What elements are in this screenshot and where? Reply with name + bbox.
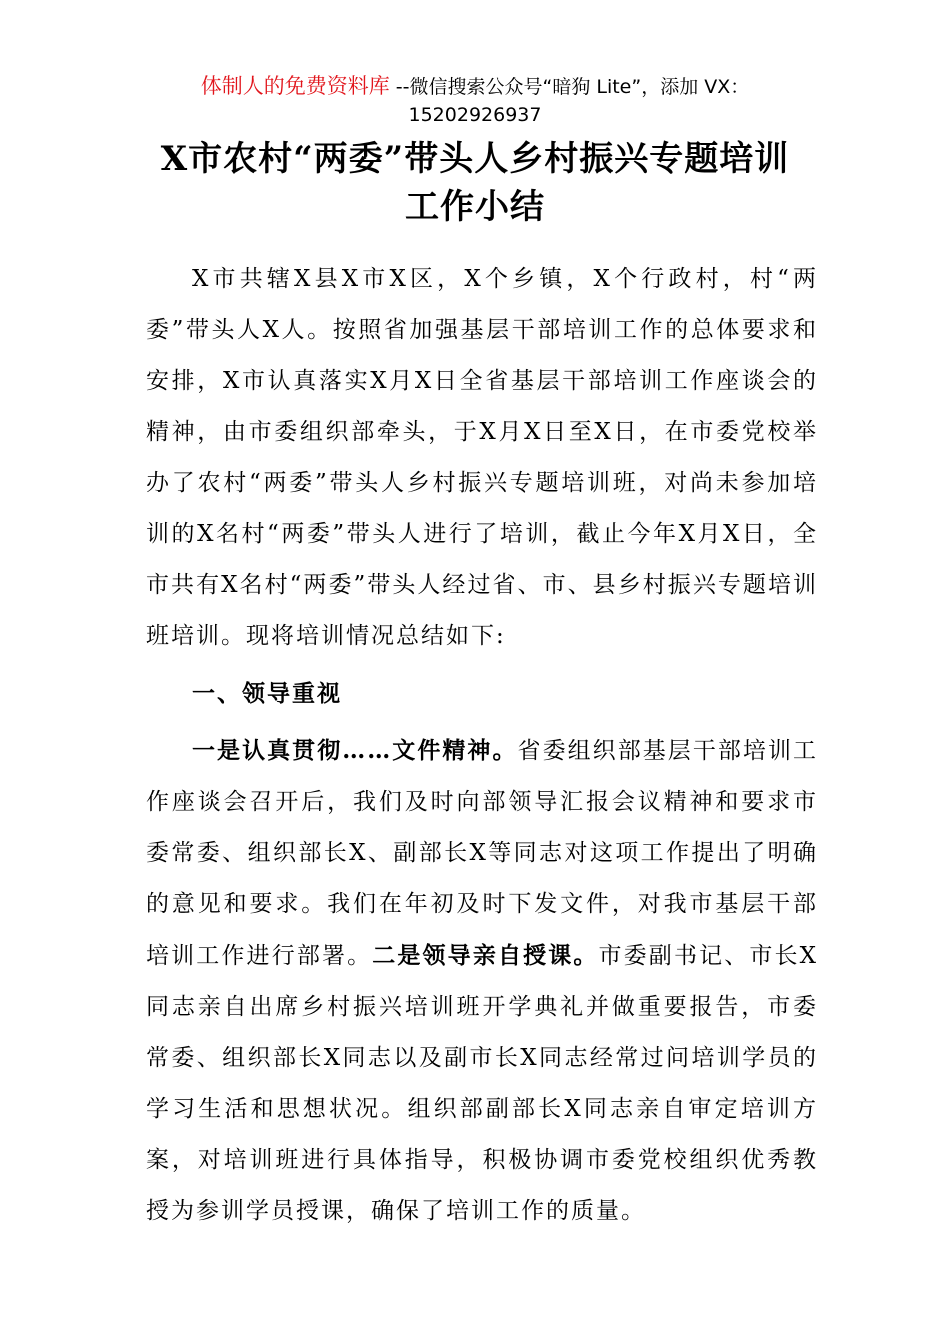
section-paragraph <box>146 725 818 1237</box>
point-2-text: 市委副书记、市长X同志亲自出席乡村振兴培训班开学典礼并做重要报告，市委常委、组织部长X同志以及副市长X同志经常过问培训学员的学习生活和思想状况。组织部副部长X同志亲自审定培训方案，对培训班进行具体指导，积极协调市委党校组织优秀教授为参训学员授课，确保了培训工作的质量。 <box>146 943 819 1224</box>
notice-text: --微信搜索公众号“暗狗 Lite”，添加 VX： <box>389 76 750 98</box>
document-title <box>140 135 810 231</box>
phone-text: 15202926937 <box>408 104 542 126</box>
lead-point-1: 一是认真贯彻……文件精神。 <box>192 737 518 764</box>
header-banner <box>150 72 800 129</box>
lead-point-2: 二是领导亲自授课。 <box>372 942 599 969</box>
intro-paragraph: X市共辖X县X市X区，X个乡镇，X个行政村，村“两委”带头人X人。按照省加强基层干部培训工作的总体要求和安排，X市认真落实X月X日全省基层干部培训工作座谈会的精神，由市委组织部牵头，于X月X日至X日，在市委党校举办了农村“两委”带头人乡村振兴专题培训班，对尚未参加培训的X名村“两委”带头人进行了培训，截止今年X月X日，全市共有X名村“两委”带头人经过省、市、县乡村振兴专题培训班培训。现将培训情况总结如下: <box>146 266 818 649</box>
title-line-2: 工作小结 <box>405 187 545 227</box>
title-line-1: X市农村“两委”带头人乡村振兴专题培训 <box>160 139 790 179</box>
brand-text: 体制人的免费资料库 <box>200 74 390 98</box>
document-body <box>146 254 818 1237</box>
point-1-text: 省委组织部基层干部培训工作座谈会召开后，我们及时向部领导汇报会议精神和要求市委常委、组织部长X、副部长X等同志对这项工作提出了明确的意见和要求。我们在年初及时下发文件，对我市基层干部培训工作进行部署。 <box>146 738 819 969</box>
section-heading: 一、领导重视 <box>192 680 342 707</box>
